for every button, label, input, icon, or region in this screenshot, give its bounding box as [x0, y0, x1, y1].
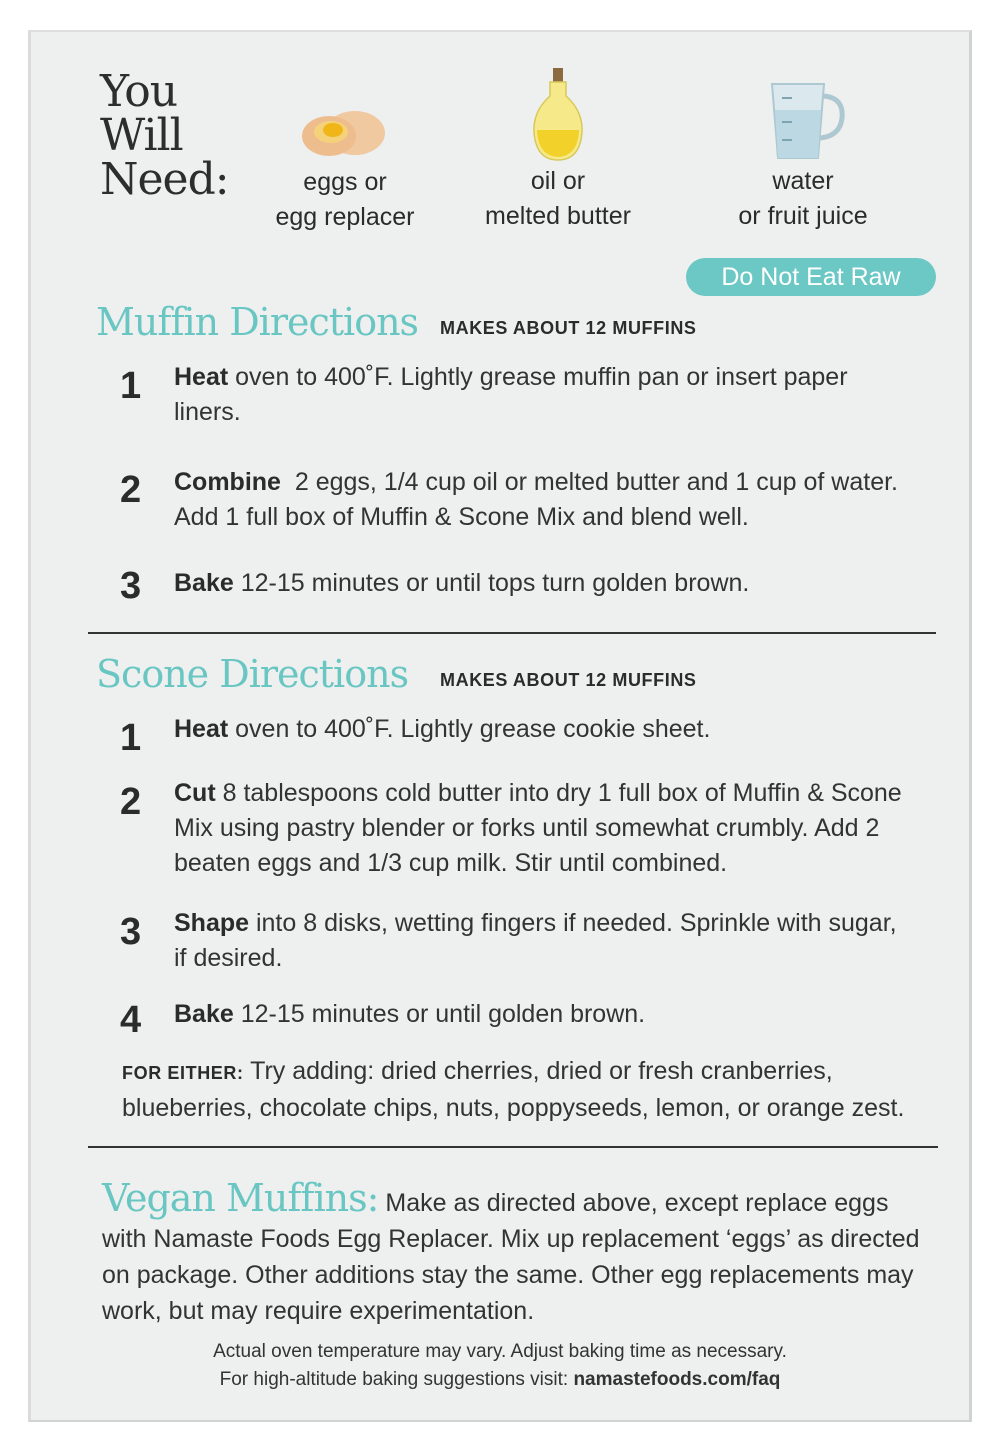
scone-step-3-verb: Shape	[174, 909, 250, 937]
altitude-note-text: For high-altitude baking suggestions visit:	[219, 1369, 574, 1390]
scone-step-2-verb: Cut	[174, 779, 216, 807]
altitude-note	[100, 1366, 900, 1394]
scone-step-3	[174, 906, 914, 976]
you-will-need-heading	[100, 66, 229, 205]
heading-line-1: You	[100, 66, 178, 117]
scone-step-4-number: 4	[120, 999, 142, 1041]
scone-step-1-text: oven to 400˚F. Lightly grease cookie sheet.	[228, 715, 711, 743]
need-item-water	[713, 78, 893, 234]
water-line-2: or fruit juice	[738, 202, 868, 230]
scone-step-3-text: into 8 disks, wetting fingers if needed. Sprinkle with sugar, if desired.	[174, 909, 897, 972]
scone-step-2-number: 2	[120, 781, 142, 823]
scone-step-2	[174, 776, 914, 881]
scone-step-4-verb: Bake	[174, 1000, 234, 1028]
need-item-oil	[468, 66, 648, 234]
scone-step-4-text: 12-15 minutes or until golden brown.	[233, 1000, 646, 1028]
muffin-directions-title: Muffin Directions	[96, 300, 419, 344]
muffin-step-3-text: 12-15 minutes or until tops turn golden brown.	[233, 569, 750, 597]
muffin-step-2-text: 2 eggs, 1/4 cup oil or melted butter and 1 cup of water. Add 1 full box of Muffin & Scone Mix and blend well.	[174, 468, 904, 531]
muffin-step-3-number: 3	[120, 565, 142, 607]
scone-step-1	[174, 712, 914, 747]
muffin-step-3	[174, 566, 914, 601]
section-divider	[88, 632, 936, 634]
eggs-line-1: eggs or	[303, 168, 387, 196]
muffin-step-1-text: oven to 400˚F. Lightly grease muffin pan or insert paper liners.	[174, 363, 848, 426]
do-not-eat-raw-badge: Do Not Eat Raw	[686, 258, 936, 296]
vegan-muffins-section	[102, 1176, 932, 1329]
muffin-yield: MAKES ABOUT 12 MUFFINS	[440, 318, 697, 338]
eggs-line-2: egg replacer	[275, 203, 415, 231]
scone-step-3-number: 3	[120, 911, 142, 953]
muffin-step-1-number: 1	[120, 365, 142, 407]
oven-disclaimer: Actual oven temperature may vary. Adjust baking time as necessary.	[213, 1341, 787, 1362]
for-either-text: Try adding: dried cherries, dried or fresh cranberries, blueberries, chocolate chips, nuts, poppyseeds, lemon, or orange zest.	[122, 1057, 905, 1122]
oil-line-2: melted butter	[485, 202, 631, 230]
heading-line-2: Will	[100, 110, 183, 161]
scone-step-1-verb: Heat	[174, 715, 229, 743]
for-either-note	[122, 1054, 922, 1126]
muffin-step-2-verb: Combine	[174, 468, 281, 496]
eggs-icon	[295, 100, 395, 165]
oil-line-1: oil or	[530, 167, 586, 195]
muffin-step-1	[174, 360, 914, 430]
section-divider-2	[88, 1146, 938, 1148]
muffin-step-2	[174, 465, 914, 535]
scone-yield: MAKES ABOUT 12 MUFFINS	[440, 670, 697, 690]
scone-step-2-text: 8 tablespoons cold butter into dry 1 full box of Muffin & Scone Mix using pastry blender or forks until somewhat crumbly. Add 2 beaten eggs and 1/3 cup milk. Stir until combined.	[174, 779, 902, 877]
muffin-step-1-verb: Heat	[174, 363, 229, 391]
muffin-step-3-verb: Bake	[174, 569, 234, 597]
muffin-step-2-number: 2	[120, 469, 142, 511]
need-item-eggs	[255, 100, 435, 235]
oil-bottle-icon	[528, 66, 588, 164]
scone-step-1-number: 1	[120, 717, 142, 759]
water-line-1: water	[772, 167, 834, 195]
heading-line-3: Need:	[100, 154, 229, 205]
scone-directions-title: Scone Directions	[96, 652, 409, 696]
measuring-cup-icon	[758, 78, 848, 164]
vegan-muffins-text: Make as directed above, except replace eggs with Namaste Foods Egg Replacer. Mix up replacement ‘eggs’ as directed on package. Other additions stay the same. Other egg replacements may work, but may require experimentation.	[102, 1189, 920, 1325]
faq-link[interactable]: namastefoods.com/faq	[573, 1369, 781, 1390]
vegan-muffins-title: Vegan Muffins:	[102, 1176, 379, 1220]
scone-step-4	[174, 997, 914, 1032]
for-either-label: FOR EITHER:	[122, 1063, 244, 1083]
